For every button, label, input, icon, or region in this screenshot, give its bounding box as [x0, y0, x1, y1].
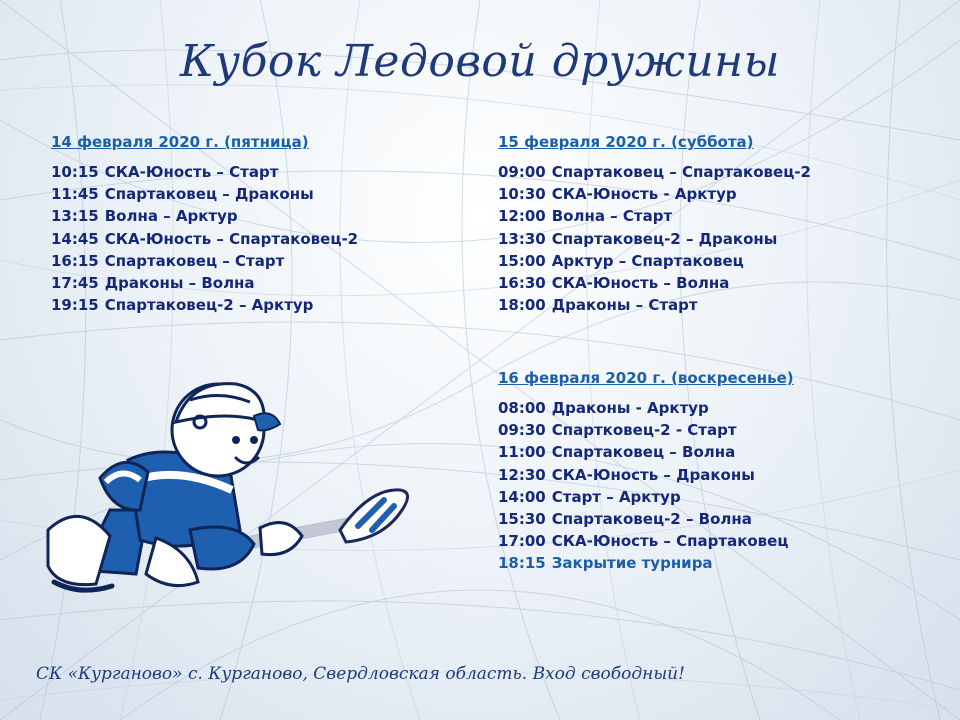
game-row [498, 250, 811, 272]
game-time: 16:30 [498, 274, 546, 293]
game-match: Спартаковец-2 – Драконы [551, 229, 778, 248]
footer-note: СК «Курганово» с. Курганово, Свердловская область. Вход свободный! [36, 664, 685, 684]
game-time: 13:15 [51, 207, 99, 226]
game-match: Волна – Старт [551, 207, 673, 226]
game-match: Закрытие турнира [551, 554, 713, 573]
game-time: 12:00 [498, 207, 546, 226]
game-row [498, 272, 811, 294]
hockey-player-mascot-icon [40, 360, 420, 600]
game-time: 12:30 [498, 465, 546, 484]
game-match: СКА-Юность – Старт [104, 163, 279, 181]
game-match: Арктур – Спартаковец [551, 251, 744, 270]
game-row [51, 294, 358, 316]
game-time: 14:00 [498, 487, 546, 506]
game-time: 17:00 [498, 532, 546, 551]
game-row [498, 530, 794, 552]
game-time: 17:45 [51, 274, 99, 293]
game-row [498, 294, 811, 316]
schedule-day-2 [498, 133, 811, 316]
games-list [51, 161, 358, 316]
game-match: Спартаковец-2 – Арктур [104, 296, 314, 315]
game-match: Спартаковец – Драконы [104, 185, 314, 204]
game-row [498, 397, 794, 419]
game-match: СКА-Юность – Драконы [551, 465, 755, 484]
game-match: Драконы - Арктур [551, 399, 709, 417]
game-time: 16:15 [51, 251, 99, 270]
game-match: Драконы – Старт [551, 296, 698, 315]
game-match: СКА-Юность – Волна [551, 274, 730, 293]
game-time: 11:45 [51, 185, 99, 204]
game-time: 13:30 [498, 229, 546, 248]
game-time: 09:30 [498, 421, 546, 440]
game-match: Спартаковец – Спартаковец-2 [551, 163, 811, 181]
game-row [51, 161, 358, 183]
game-time: 09:00 [498, 163, 546, 181]
game-row [51, 205, 358, 227]
game-time: 18:15 [498, 554, 546, 573]
game-row [51, 183, 358, 205]
day-heading: 14 февраля 2020 г. (пятница) [51, 133, 309, 151]
game-time: 11:00 [498, 443, 546, 462]
game-row [498, 441, 794, 463]
game-row [498, 486, 794, 508]
game-row [498, 508, 794, 530]
game-row [51, 250, 358, 272]
game-time: 10:15 [51, 163, 99, 181]
game-time: 15:00 [498, 251, 546, 270]
game-match: СКА-Юность - Арктур [551, 185, 737, 204]
games-list [498, 397, 794, 575]
game-row [498, 161, 811, 183]
game-time: 10:30 [498, 185, 546, 204]
day-heading: 16 февраля 2020 г. (воскресенье) [498, 369, 794, 387]
game-time: 18:00 [498, 296, 546, 315]
game-match: СКА-Юность – Спартаковец [551, 532, 789, 551]
game-match: Волна – Арктур [104, 207, 238, 226]
game-match: Спартковец-2 - Старт [551, 421, 737, 440]
game-row [498, 464, 794, 486]
game-match: Спартаковец – Волна [551, 443, 736, 462]
game-time: 08:00 [498, 399, 546, 417]
game-row [498, 205, 811, 227]
schedule-day-3 [498, 369, 794, 575]
game-time: 19:15 [51, 296, 99, 315]
game-match: Спартаковец-2 – Волна [551, 510, 752, 529]
game-row [498, 183, 811, 205]
game-row-closing [498, 552, 794, 574]
game-match: Драконы – Волна [104, 274, 255, 293]
schedule-day-1 [51, 133, 358, 316]
page-title: Кубок Ледовой дружины [180, 36, 780, 87]
game-match: Спартаковец – Старт [104, 251, 285, 270]
game-time: 14:45 [51, 229, 99, 248]
game-row [498, 228, 811, 250]
game-row [51, 228, 358, 250]
games-list [498, 161, 811, 316]
game-row [51, 272, 358, 294]
game-time: 15:30 [498, 510, 546, 529]
game-row [498, 419, 794, 441]
game-match: СКА-Юность – Спартаковец-2 [104, 229, 359, 248]
day-heading: 15 февраля 2020 г. (суббота) [498, 133, 754, 151]
game-match: Старт – Арктур [551, 487, 681, 506]
